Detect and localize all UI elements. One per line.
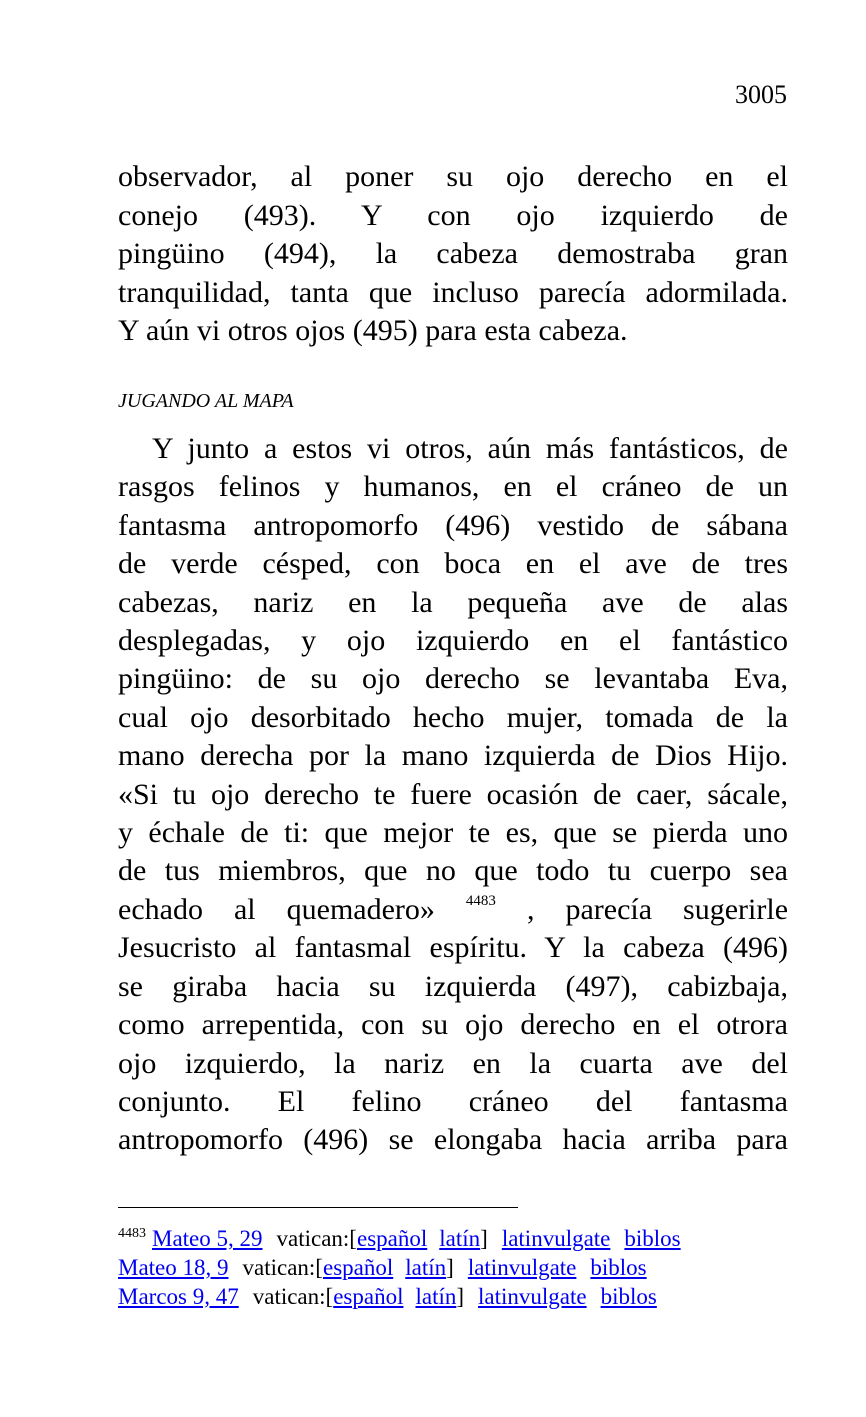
vatican-spanish-link[interactable]: español [356,1226,428,1251]
footnotes [118,1224,798,1311]
text-line: se giraba hacia su izquierda (497), cabizbaja, [118,969,788,1003]
text-line: cual ojo desorbitado hecho mujer, tomada de la [118,700,788,734]
vatican-prefix: vatican:[ [252,1284,334,1309]
vatican-prefix: vatican:[ [276,1226,357,1251]
footnote-row [118,1282,798,1311]
latinvulgate-link[interactable]: latinvulgate [501,1226,611,1251]
footnote-row [118,1253,798,1282]
text-line: conejo (493). Y con ojo izquierdo de [118,198,788,232]
vatican-prefix: vatican:[ [242,1255,323,1280]
vatican-latin-link[interactable]: latín [415,1284,457,1309]
verse-link[interactable]: Mateo 18, 9 [118,1255,229,1280]
text-line: fantasma antropomorfo (496) vestido de sábana [118,508,788,542]
text-line: de tus miembros, que no que todo tu cuerpo sea [118,854,788,888]
footnote-row [118,1224,798,1253]
vatican-suffix: ] [480,1226,488,1251]
footnote-reference[interactable]: 4483 [465,892,496,909]
vatican-suffix: ] [456,1284,465,1309]
vatican-latin-link[interactable]: latín [439,1226,481,1251]
text-line: Jesucristo al fantasmal espíritu. Y la cabeza (496) [118,931,788,965]
text-line: cabezas, nariz en la pequeña ave de alas [118,585,788,619]
text-line-with-footnote-ref [118,891,788,929]
paragraph-2 [118,430,788,1160]
vatican-latin-link[interactable]: latín [405,1255,447,1280]
text-line: observador, al poner su ojo derecho en el [118,160,788,193]
vatican-spanish-link[interactable]: español [322,1255,394,1280]
latinvulgate-link[interactable]: latinvulgate [467,1255,577,1280]
biblos-link[interactable]: biblos [624,1226,681,1251]
text-line: antropomorfo (496) se elongaba hacia arriba para [118,1123,788,1157]
latinvulgate-link[interactable]: latinvulgate [478,1284,587,1309]
page-number: 3005 [735,80,787,109]
text-line: como arrepentida, con su ojo derecho en el otrora [118,1008,788,1042]
text-line: ojo izquierdo, la nariz en la cuarta ave del [118,1046,788,1080]
text-segment: echado al quemadero» [118,892,435,926]
footnote-number: 4483 [118,1226,146,1241]
footnote-divider [118,1207,518,1208]
vatican-spanish-link[interactable]: español [333,1284,404,1309]
section-heading: JUGANDO AL MAPA [118,390,294,412]
verse-link[interactable]: Marcos 9, 47 [118,1284,239,1309]
text-line: de verde césped, con boca en el ave de tres [118,547,788,581]
text-segment: , parecía sugerirle [526,892,789,926]
text-line: conjunto. El felino cráneo del fantasma [118,1084,788,1118]
verse-link[interactable]: Mateo 5, 29 [152,1226,263,1251]
text-line: rasgos felinos y humanos, en el cráneo de un [118,470,788,504]
text-line: Y aún vi otros ojos (495) para esta cabeza. [118,314,628,347]
text-line: y échale de ti: que mejor te es, que se pierda uno [118,816,788,850]
text-line: Y junto a estos vi otros, aún más fantásticos, de [152,432,788,465]
paragraph-1 [118,158,788,351]
text-line: pingüino (494), la cabeza demostraba gran [118,237,788,270]
text-line: desplegadas, y ojo izquierdo en el fantástico [118,624,788,658]
biblos-link[interactable]: biblos [590,1255,647,1280]
text-line: tranquilidad, tanta que incluso parecía adormilada. [118,275,788,309]
text-line: pingüino: de su ojo derecho se levantaba Eva, [118,662,788,696]
text-line: «Si tu ojo derecho te fuere ocasión de caer, sácale, [118,777,788,811]
text-line: mano derecha por la mano izquierda de Dios Hijo. [118,739,788,773]
biblos-link[interactable]: biblos [600,1284,657,1309]
vatican-suffix: ] [446,1255,454,1280]
